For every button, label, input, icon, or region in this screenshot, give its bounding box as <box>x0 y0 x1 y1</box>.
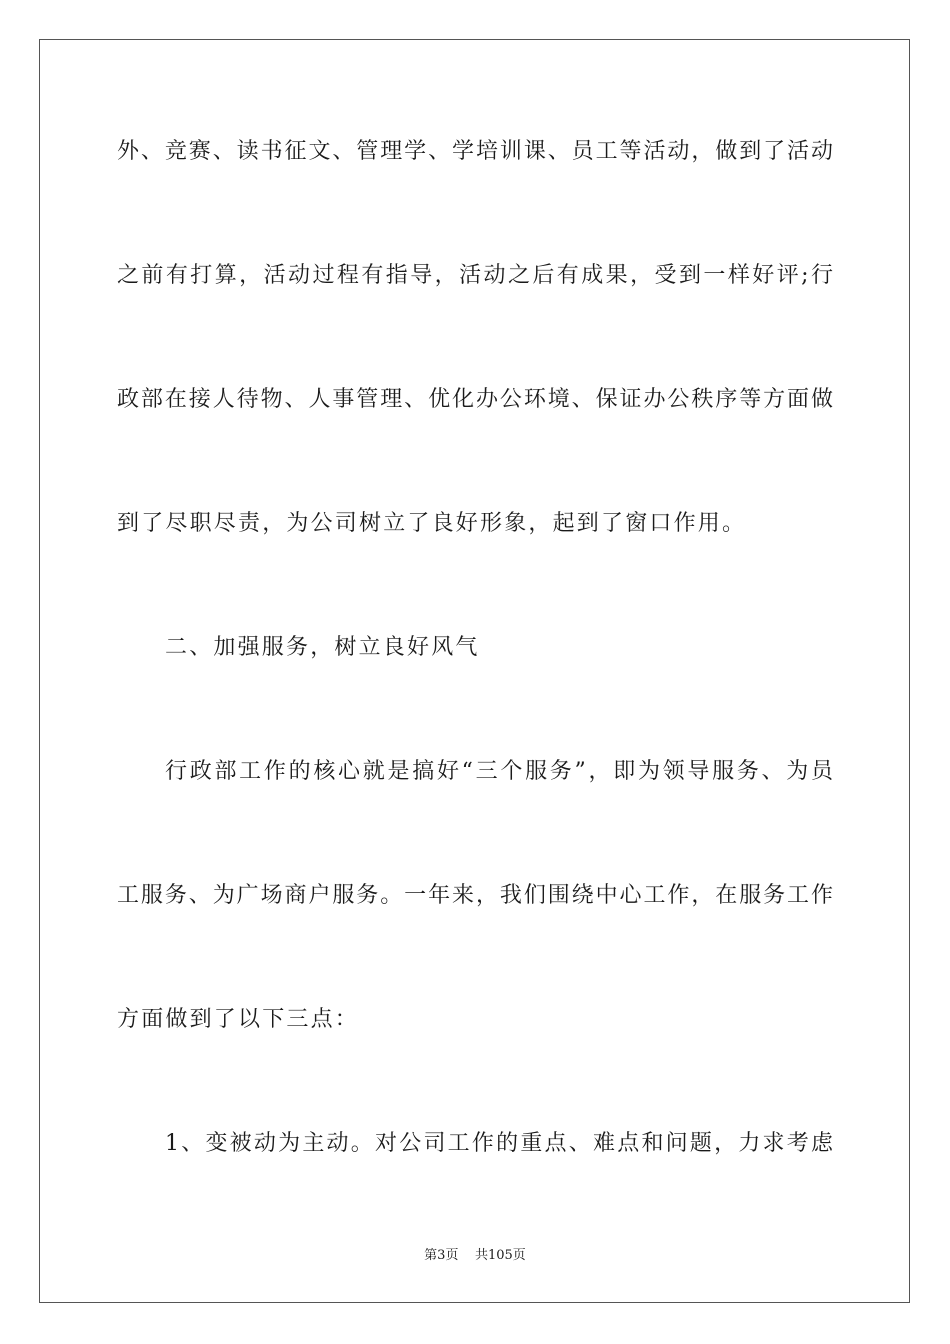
paragraph-line-3: 政部在接人待物、人事管理、优化办公环境、保证办公秩序等方面做 <box>117 387 833 412</box>
page-border <box>39 39 910 1303</box>
paragraph2-line-1: 行政部工作的核心就是搞好“三个服务”，即为领导服务、为员 <box>165 759 833 784</box>
paragraph2-line-3: 方面做到了以下三点： <box>117 1007 360 1032</box>
section-heading: 二、加强服务，树立良好风气 <box>165 635 480 660</box>
paragraph-line-4: 到了尽职尽责，为公司树立了良好形象，起到了窗口作用。 <box>117 511 747 536</box>
page-footer <box>0 1247 950 1265</box>
paragraph2-line-2: 工服务、为广场商户服务。一年来，我们围绕中心工作，在服务工作 <box>117 883 833 908</box>
list-item-1-line: 1、变被动为主动。对公司工作的重点、难点和问题，力求考虑 <box>165 1131 833 1156</box>
paragraph-line-2: 之前有打算，活动过程有指导，活动之后有成果，受到一样好评;行 <box>117 263 833 288</box>
page-total: 共105页 <box>474 1248 526 1263</box>
paragraph-line-1: 外、竞赛、读书征文、管理学、学培训课、员工等活动，做到了活动 <box>117 139 833 164</box>
page-number: 第3页 <box>424 1248 459 1263</box>
